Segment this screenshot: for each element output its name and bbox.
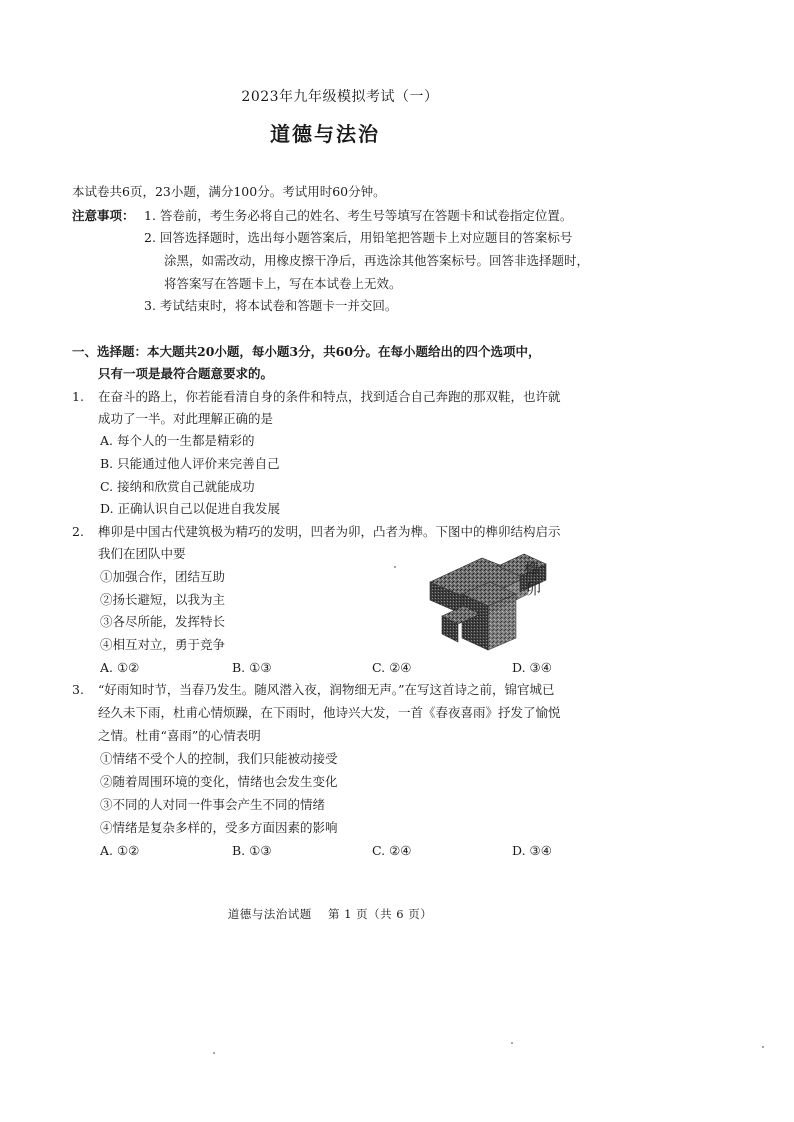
notice-item: 将答案写在答题卡上，写在本试卷上无效。 [164, 276, 402, 291]
section-title-cont: 只有一项是最符合题意要求的。 [98, 366, 274, 381]
q3-statement-2: ②随着周围环境的变化，情绪也会发生变化 [100, 774, 338, 789]
q1-number: 1. [72, 389, 84, 404]
notice-item: 涂黑，如需改动，用橡皮擦干净后，再选涂其他答案标号。回答非选择题时， [164, 253, 590, 268]
notice-item: 2. 回答选择题时，选出每小题答案后，用铅笔把答题卡上对应题目的答案标号 [144, 230, 573, 245]
footer-page-number: 第 1 页（共 6 页） [327, 907, 433, 921]
q3-choices [0, 843, 794, 859]
intro-text: 本试卷共6页，23小题，满分100分。考试用时60分钟。 [72, 184, 386, 199]
figure-label-tenon: 榫 [524, 560, 540, 578]
q3-choice-a: A. ①② [100, 843, 140, 858]
q3-choice-b: B. ①③ [232, 843, 272, 858]
subject-title: 道德与法治 [270, 122, 380, 146]
q3-stem-cont-2: 之情。杜甫“喜雨”的心情表明 [98, 728, 261, 743]
notice-label: 注意事项： [72, 208, 135, 223]
scan-speck [762, 1046, 764, 1048]
q1-stem-cont: 成功了一半。对此理解正确的是 [98, 411, 274, 426]
q3-stem-cont: 经久未下雨，杜甫心情烦躁，在下雨时，他诗兴大发，一首《春夜喜雨》抒发了愉悦 [98, 705, 561, 720]
q2-choices [0, 660, 794, 676]
scan-speck [394, 566, 396, 568]
q2-statement-1: ①加强合作，团结互助 [100, 569, 226, 584]
figure-label-mortise: 卯 [526, 580, 542, 598]
notice-item: 1. 答卷前，考生务必将自己的姓名、考生号等填写在答题卡和试卷指定位置。 [144, 208, 573, 223]
notice-item: 3. 考试结束时，将本试卷和答题卡一并交回。 [144, 298, 398, 313]
exam-title: 2023年九年级模拟考试（一） [241, 89, 439, 105]
q2-statement-3: ③各尽所能，发挥特长 [100, 614, 226, 629]
q3-statement-3: ③不同的人对同一件事会产生不同的情绪 [100, 797, 326, 812]
q2-number: 2. [72, 524, 84, 539]
footer-subject: 道德与法治试题 [227, 907, 312, 921]
q2-choice-c: C. ②④ [372, 660, 412, 675]
q3-choice-c: C. ②④ [372, 843, 412, 858]
q1-option-d: D. 正确认识自己以促进自我发展 [100, 501, 281, 516]
q1-option-c: C. 接纳和欣赏自己就能成功 [100, 479, 255, 494]
q1-option-a: A. 每个人的一生都是精彩的 [100, 433, 255, 448]
q3-statement-1: ①情绪不受个人的控制，我们只能被动接受 [100, 751, 338, 766]
section-title: 一、选择题：本大题共20小题，每小题3分，共60分。在每小题给出的四个选项中， [72, 344, 541, 359]
q3-number: 3. [72, 682, 84, 697]
scan-speck [213, 1052, 215, 1054]
q2-choice-b: B. ①③ [232, 660, 272, 675]
q2-stem-cont: 我们在团队中要 [98, 546, 186, 561]
q2-choice-d: D. ③④ [512, 660, 552, 675]
scan-speck [511, 1042, 513, 1044]
q2-stem: 榫卯是中国古代建筑极为精巧的发明，凹者为卯，凸者为榫。下图中的榫卯结构启示 [98, 524, 561, 539]
q2-choice-a: A. ①② [100, 660, 140, 675]
q2-statement-2: ②扬长避短，以我为主 [100, 592, 226, 607]
page-footer [0, 906, 660, 922]
q1-stem: 在奋斗的路上，你若能看清自身的条件和特点，找到适合自己奔跑的那双鞋，也许就 [98, 389, 561, 404]
q2-statement-4: ④相互对立，勇于竞争 [100, 637, 226, 652]
q1-option-b: B. 只能通过他人评价来完善自己 [100, 456, 280, 471]
q3-choice-d: D. ③④ [512, 843, 552, 858]
q3-stem: “好雨知时节，当春乃发生。随风潜入夜，润物细无声。”在写这首诗之前，锦官城已 [98, 682, 555, 697]
q3-statement-4: ④情绪是复杂多样的，受多方面因素的影响 [100, 820, 338, 835]
